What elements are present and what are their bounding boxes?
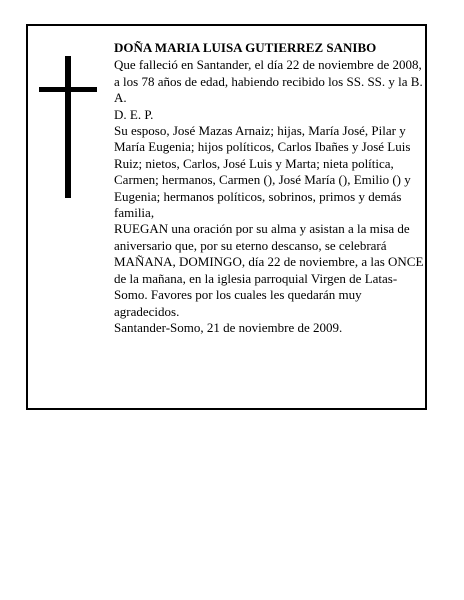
deceased-name: DOÑA MARIA LUISA GUTIERREZ SANIBO xyxy=(114,40,377,55)
dep-line: D. E. P. xyxy=(114,106,154,122)
mass-request: RUEGAN una oración por su alma y asistan a la misa de aniversario que, por su eterno descanso, se celebrará MAÑANA, DOMINGO, día 22 de noviembre, a las ONCE de la mañana, en la iglesia parroquial Virgen de Latas-Somo. Favores por los cuales les quedarán muy agradecidos. xyxy=(114,221,424,319)
notice-text xyxy=(114,40,426,336)
place-date-line: Santander-Somo, 21 de noviembre de 2009. xyxy=(114,319,343,335)
death-date-line: Que falleció en Santander, el día 22 de noviembre de 2008, xyxy=(114,57,422,73)
age-sacraments-line: a los 78 años de edad, habiendo recibido los SS. SS. y la B. A. xyxy=(114,73,423,106)
family-list: Su esposo, José Mazas Arnaiz; hijas, María José, Pilar y María Eugenia; hijos políticos, Carlos Ibañes y José Luis Ruiz; nietos, Carlos, José Luis y Marta; nieta política, Carmen; hermanos, Carmen (), José María (), Emilio () y Eugenia; hermanos políticos, sobrinos, primos y demás familia, xyxy=(114,123,411,221)
cross-horizontal-bar xyxy=(39,87,97,92)
cross-icon xyxy=(39,56,97,198)
obituary-notice xyxy=(26,24,427,410)
cross-vertical-bar xyxy=(65,56,71,198)
